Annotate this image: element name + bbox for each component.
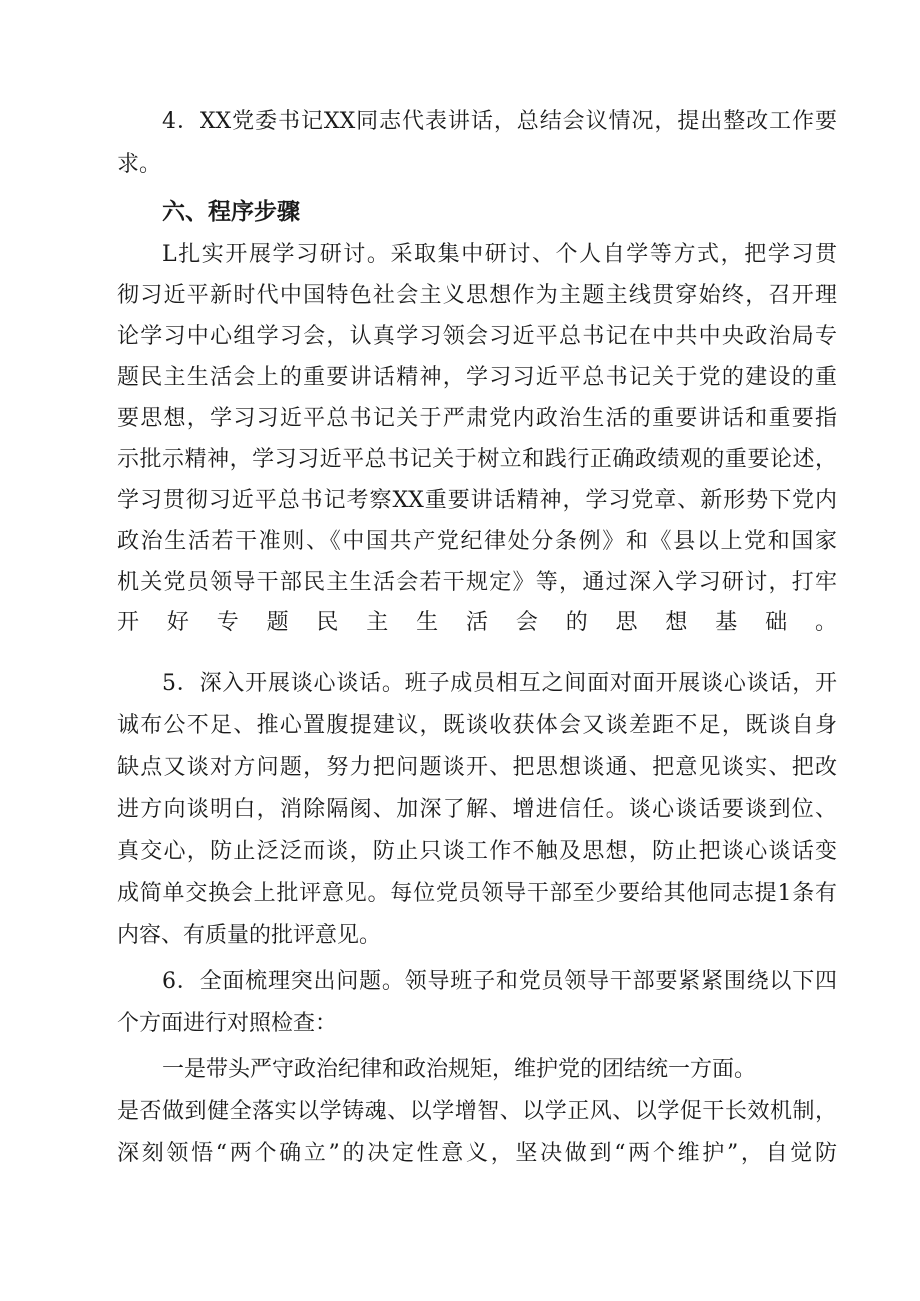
paragraph-line: 学习贯彻习近平总书记考察XX重要讲话精神，学习党章、新形势下党内 [117,488,837,513]
paragraph-line: 开好专题民主生活会的思想基础。 [117,610,837,635]
paragraph-line: 是否做到健全落实以学铸魂、以学增智、以学正风、以学促干长效机制， [117,1099,837,1124]
paragraph-line: 4．XX党委书记XX同志代表讲话，总结会议情况，提出整改工作要 [162,109,837,134]
paragraph-line: 要思想，学习习近平总书记关于严肃党内政治生活的重要讲话和重要指 [117,406,837,431]
paragraph-line: 一是带头严守政治纪律和政治规矩，维护党的团结统一方面。 [162,1057,757,1082]
paragraph-line: 求。 [117,152,162,177]
paragraph-line: 彻习近平新时代中国特色社会主义思想作为主题主线贯穿始终，召开理 [117,283,837,308]
paragraph-line: 深刻领悟“两个确立”的决定性意义，坚决做到“两个维护”，自觉防 [117,1141,837,1166]
paragraph-line: 成简单交换会上批评意见。每位党员领导干部至少要给其他同志提1条有 [117,881,837,906]
paragraph-line: 机关党员领导干部民主生活会若干规定》等，通过深入学习研讨，打牢 [117,570,837,595]
paragraph-line: L扎实开展学习研讨。采取集中研讨、个人自学等方式，把学习贯 [162,242,837,267]
paragraph-line: 6．全面梳理突出问题。领导班子和党员领导干部要紧紧围绕以下四 [162,969,837,994]
paragraph-line: 内容、有质量的批评意见。 [117,923,382,948]
paragraph-line: 论学习中心组学习会，认真学习领会习近平总书记在中共中央政治局专 [117,324,837,349]
paragraph-line: 政治生活若干准则、《中国共产党纪律处分条例》和《县以上党和国家 [117,529,837,554]
paragraph-line: 进方向谈明白，消除隔阂、加深了解、增进信任。谈心谈话要谈到位、 [117,797,837,822]
paragraph-line: 个方面进行对照检查： [117,1011,338,1036]
section-heading: 六、程序步骤 [162,199,300,225]
paragraph-line: 题民主生活会上的重要讲话精神，学习习近平总书记关于党的建设的重 [117,365,837,390]
paragraph-line: 示批示精神，学习习近平总书记关于树立和践行正确政绩观的重要论述， [117,447,837,472]
paragraph-line: 缺点又谈对方问题，努力把问题谈开、把思想谈通、把意见谈实、把改 [117,755,837,780]
paragraph-line: 5．深入开展谈心谈话。班子成员相互之间面对面开展谈心谈话，开 [162,671,837,696]
paragraph-line: 诚布公不足、推心置腹提建议，既谈收获体会又谈差距不足，既谈自身 [117,713,837,738]
paragraph-line: 真交心，防止泛泛而谈，防止只谈工作不触及思想，防止把谈心谈话变 [117,839,837,864]
